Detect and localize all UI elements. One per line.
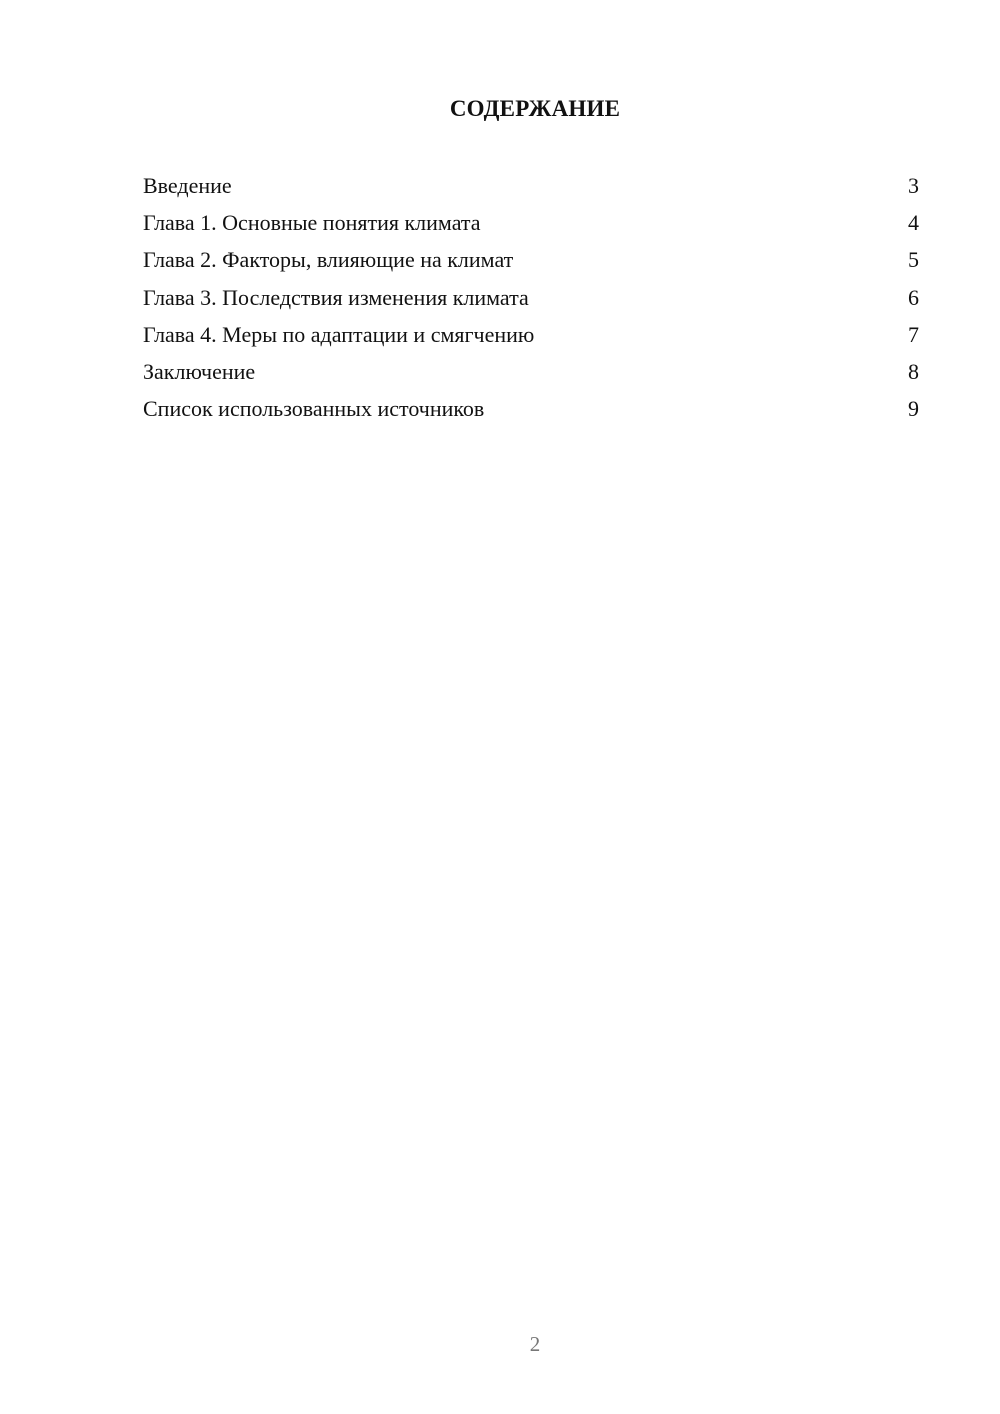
toc-entry-label: Глава 3. Последствия изменения климата — [143, 284, 529, 310]
toc-entry-label: Глава 4. Меры по адаптации и смягчению — [143, 321, 535, 347]
toc-entry-chapter-1 — [143, 204, 919, 241]
toc-entry-label: Введение — [143, 173, 232, 198]
toc-entry-conclusion — [143, 353, 919, 390]
toc-entry-references — [143, 390, 919, 427]
toc-entry-chapter-2 — [143, 241, 919, 278]
toc-entry-page-number: 4 — [908, 210, 919, 236]
toc-entry-label: Глава 1. Основные понятия климата — [143, 210, 481, 236]
toc-entry-introduction — [143, 167, 919, 204]
toc-entry-page-number: 3 — [908, 173, 919, 198]
toc-entry-page-number: 8 — [908, 358, 919, 384]
toc-entry-page-number: 6 — [908, 284, 919, 310]
toc-entry-label: Глава 2. Факторы, влияющие на климат — [143, 247, 514, 273]
toc-entry-page-number: 9 — [908, 396, 919, 422]
toc-entry-page-number: 7 — [908, 321, 919, 347]
toc-entry-label: Список использованных источников — [143, 396, 485, 422]
table-of-contents — [143, 167, 919, 427]
page-title: СОДЕРЖАНИЕ — [449, 96, 621, 121]
toc-entry-chapter-4 — [143, 316, 919, 353]
page-number: 2 — [529, 1332, 541, 1356]
toc-entry-label: Заключение — [143, 358, 256, 384]
toc-entry-chapter-3 — [143, 279, 919, 316]
toc-entry-page-number: 5 — [908, 247, 919, 273]
